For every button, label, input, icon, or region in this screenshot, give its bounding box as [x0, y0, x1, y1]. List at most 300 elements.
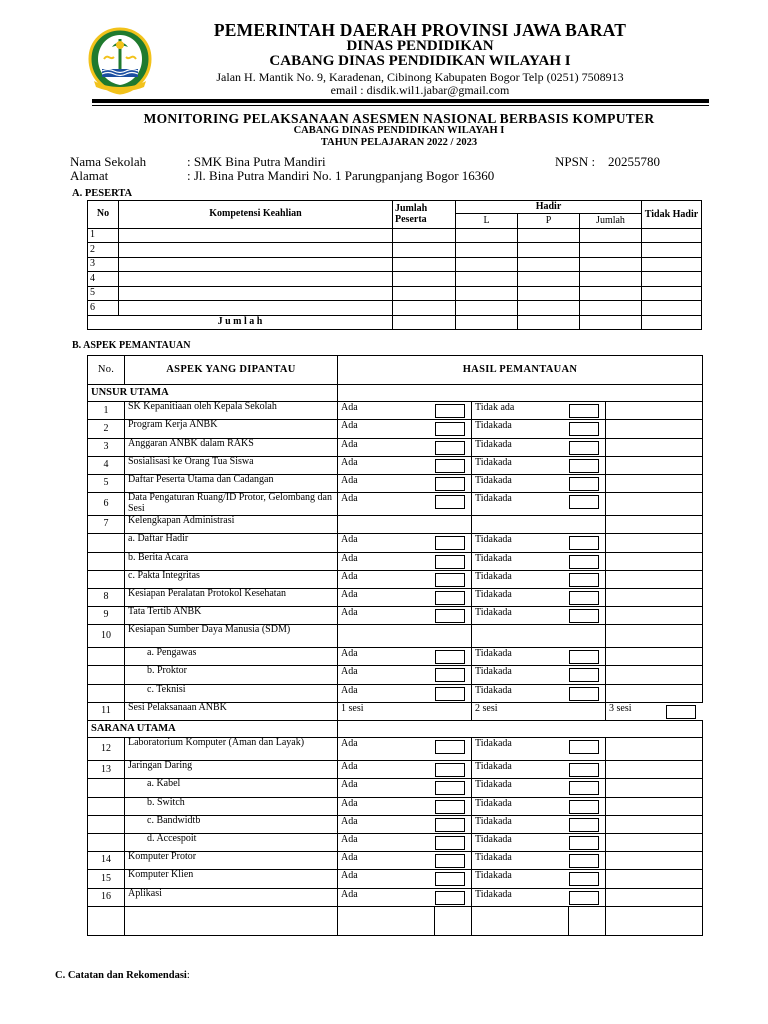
section-c-title [55, 970, 190, 981]
checkbox[interactable] [569, 836, 599, 850]
option-cell [569, 456, 606, 474]
checkbox[interactable] [569, 763, 599, 777]
input-cell[interactable] [642, 257, 702, 272]
empty-cell [606, 474, 703, 492]
peserta-row [88, 257, 702, 272]
sesi-row [88, 702, 703, 720]
empty-cell [606, 570, 703, 588]
empty-cell [606, 402, 703, 420]
checkbox[interactable] [569, 668, 599, 682]
option-label: Tidakada [472, 588, 569, 606]
checkbox[interactable] [569, 872, 599, 886]
col-p: P [518, 214, 580, 229]
option-label: Ada [338, 456, 435, 474]
option-cell [435, 833, 472, 851]
option-cell [569, 684, 606, 702]
option-cell [569, 761, 606, 779]
empty-cell [606, 420, 703, 438]
aspek-label: Sesi Pelaksanaan ANBK [125, 702, 338, 720]
option-cell [569, 666, 606, 684]
option-label: Tidakada [472, 797, 569, 815]
option-cell [569, 815, 606, 833]
aspek-row [88, 888, 703, 906]
checkbox[interactable] [435, 650, 465, 664]
blank-cell [88, 906, 125, 935]
input-cell[interactable] [119, 228, 393, 243]
address-value: : Jl. Bina Putra Mandiri No. 1 Parungpanjang Bogor 16360 [187, 168, 495, 183]
checkbox[interactable] [435, 891, 465, 905]
aspek-row [88, 648, 703, 666]
checkbox[interactable] [435, 441, 465, 455]
school-label: Nama Sekolah [70, 154, 147, 169]
header-email: email : disdik.wil1.jabar@gmail.com [330, 83, 510, 97]
option-cell [435, 516, 472, 534]
option-label: Ada [338, 797, 435, 815]
option-label: Ada [338, 552, 435, 570]
empty-cell [606, 833, 703, 851]
row-number: 1 [88, 228, 119, 243]
input-cell[interactable] [580, 301, 642, 316]
total-cell[interactable] [456, 315, 518, 330]
option-label: Ada [338, 607, 435, 625]
doc-year: TAHUN PELAJARAN 2022 / 2023 [320, 137, 478, 148]
option-label: Tidakada [472, 684, 569, 702]
header-line2: DINAS PENDIDIKAN [346, 38, 494, 54]
checkbox[interactable] [569, 536, 599, 550]
blank-cell [569, 906, 606, 935]
aspek-label: Kesiapan Sumber Daya Manusia (SDM) [125, 625, 338, 648]
option-label: Ada [338, 420, 435, 438]
input-cell[interactable] [393, 243, 456, 258]
option-cell [435, 552, 472, 570]
input-cell[interactable] [393, 257, 456, 272]
option-cell [569, 797, 606, 815]
peserta-row [88, 243, 702, 258]
option-cell [569, 516, 606, 534]
aspek-row [88, 588, 703, 606]
aspek-row [88, 607, 703, 625]
blank-cell [606, 906, 703, 935]
col-aspek: ASPEK YANG DIPANTAU [125, 356, 338, 385]
row-number: 5 [88, 474, 125, 492]
option-cell [569, 474, 606, 492]
input-cell[interactable] [642, 243, 702, 258]
group-spacer [338, 721, 703, 738]
peserta-row [88, 228, 702, 243]
option-cell [435, 815, 472, 833]
option-cell [569, 607, 606, 625]
option-label: Tidakada [472, 534, 569, 552]
option-label: Tidakada [472, 870, 569, 888]
input-cell[interactable] [393, 272, 456, 287]
option-cell [435, 702, 472, 720]
option-label: Ada [338, 474, 435, 492]
col-kompetensi: Kompetensi Keahlian [119, 201, 393, 229]
option-cell [569, 888, 606, 906]
option-cell [435, 420, 472, 438]
row-number [88, 779, 125, 797]
school-value: : SMK Bina Putra Mandiri [187, 154, 326, 169]
header-rule-thick [92, 99, 709, 103]
checkbox[interactable] [569, 422, 599, 436]
option-label: Ada [338, 833, 435, 851]
input-cell[interactable] [642, 301, 702, 316]
input-cell[interactable] [518, 243, 580, 258]
input-cell[interactable] [642, 272, 702, 287]
option-label: Tidakada [472, 738, 569, 761]
aspek-label: Komputer Klien [125, 870, 338, 888]
option-label: Tidakada [472, 456, 569, 474]
group-label: UNSUR UTAMA [88, 385, 338, 402]
option-label: 1 sesi [338, 702, 435, 720]
option-cell [435, 797, 472, 815]
aspek-row [88, 493, 703, 516]
aspek-label: Aplikasi [125, 888, 338, 906]
aspek-label: Data Pengaturan Ruang/ID Protor, Gelombang dan Sesi [125, 493, 338, 516]
row-number: 1 [88, 402, 125, 420]
option-label: Ada [338, 570, 435, 588]
option-label: Ada [338, 438, 435, 456]
aspek-label: Sosialisasi ke Orang Tua Siswa [125, 456, 338, 474]
aspek-label: c. Pakta Integritas [125, 570, 338, 588]
aspek-label: Daftar Peserta Utama dan Cadangan [125, 474, 338, 492]
header-line1: PEMERINTAH DAERAH PROVINSI JAWA BARAT [213, 20, 627, 40]
checkbox[interactable] [569, 573, 599, 587]
group-row [88, 385, 703, 402]
input-cell[interactable] [119, 272, 393, 287]
row-number: 13 [88, 761, 125, 779]
input-cell[interactable] [119, 301, 393, 316]
option-cell [435, 648, 472, 666]
aspek-label: Program Kerja ANBK [125, 420, 338, 438]
aspek-label: Kesiapan Peralatan Protokol Kesehatan [125, 588, 338, 606]
option-label: Ada [338, 870, 435, 888]
row-number: 15 [88, 870, 125, 888]
input-cell[interactable] [393, 286, 456, 301]
option-cell [569, 833, 606, 851]
checkbox[interactable] [435, 836, 465, 850]
empty-cell [606, 797, 703, 815]
empty-cell [606, 648, 703, 666]
empty-cell [606, 493, 703, 516]
col-no: No. [88, 356, 125, 385]
checkbox[interactable] [435, 818, 465, 832]
aspek-row [88, 534, 703, 552]
option-label: Ada [338, 779, 435, 797]
total-cell[interactable] [642, 315, 702, 330]
aspek-row [88, 625, 703, 648]
empty-cell [606, 516, 703, 534]
input-cell[interactable] [119, 286, 393, 301]
option-cell [435, 438, 472, 456]
row-number [88, 570, 125, 588]
row-number [88, 666, 125, 684]
option-cell [435, 588, 472, 606]
input-cell[interactable] [642, 286, 702, 301]
option-cell [569, 534, 606, 552]
option-label: Tidakada [472, 779, 569, 797]
option-cell [569, 552, 606, 570]
aspek-label: a. Pengawas [125, 648, 338, 666]
npsn-label: NPSN : [555, 154, 596, 169]
blank-cell [472, 906, 569, 935]
checkbox[interactable] [569, 650, 599, 664]
aspek-row [88, 666, 703, 684]
option-cell [435, 534, 472, 552]
option-label: Ada [338, 534, 435, 552]
option-label [472, 516, 569, 534]
row-number: 3 [88, 257, 119, 272]
option-cell [569, 779, 606, 797]
option-label: Tidakada [472, 420, 569, 438]
empty-cell [606, 684, 703, 702]
row-number [88, 552, 125, 570]
empty-cell [606, 666, 703, 684]
row-number: 9 [88, 607, 125, 625]
header-rule-thin [92, 105, 709, 106]
option-cell [569, 420, 606, 438]
empty-cell [606, 438, 703, 456]
option-cell [569, 402, 606, 420]
checkbox[interactable] [569, 740, 599, 754]
input-cell[interactable] [456, 257, 518, 272]
empty-cell [606, 456, 703, 474]
aspek-row [88, 516, 703, 534]
option-cell [569, 493, 606, 516]
input-cell[interactable] [518, 272, 580, 287]
aspek-row [88, 738, 703, 761]
row-number: 5 [88, 286, 119, 301]
input-cell[interactable] [518, 257, 580, 272]
checkbox[interactable] [666, 705, 696, 719]
row-number [88, 815, 125, 833]
option-cell [569, 588, 606, 606]
option-label: Tidakada [472, 833, 569, 851]
west-java-emblem-icon [84, 25, 156, 97]
row-number [88, 648, 125, 666]
checkbox[interactable] [435, 477, 465, 491]
col-tidak-hadir: Tidak Hadir [642, 201, 702, 229]
peserta-table [87, 200, 702, 330]
option-cell [569, 852, 606, 870]
checkbox[interactable] [435, 781, 465, 795]
checkbox[interactable] [435, 854, 465, 868]
option-label: 3 sesi [606, 702, 703, 720]
option-cell [569, 738, 606, 761]
empty-cell [606, 852, 703, 870]
input-cell[interactable] [456, 301, 518, 316]
checkbox[interactable] [569, 818, 599, 832]
input-cell[interactable] [393, 228, 456, 243]
option-label: Tidakada [472, 666, 569, 684]
option-label: Ada [338, 888, 435, 906]
input-cell[interactable] [456, 272, 518, 287]
aspek-row [88, 833, 703, 851]
input-cell[interactable] [518, 286, 580, 301]
input-cell[interactable] [518, 301, 580, 316]
total-cell[interactable] [518, 315, 580, 330]
checkbox[interactable] [435, 668, 465, 682]
checkbox[interactable] [569, 495, 599, 509]
checkbox[interactable] [435, 763, 465, 777]
row-number [88, 534, 125, 552]
option-label: Ada [338, 648, 435, 666]
blank-cell [435, 906, 472, 935]
aspek-label: b. Switch [125, 797, 338, 815]
col-jumlah: Jumlah [580, 214, 642, 229]
checkbox[interactable] [569, 891, 599, 905]
row-number: 8 [88, 588, 125, 606]
checkbox[interactable] [569, 555, 599, 569]
input-cell[interactable] [642, 228, 702, 243]
option-label [338, 516, 435, 534]
aspek-row [88, 420, 703, 438]
checkbox[interactable] [435, 459, 465, 473]
row-number: 3 [88, 438, 125, 456]
checkbox[interactable] [569, 800, 599, 814]
input-cell[interactable] [580, 257, 642, 272]
checkbox[interactable] [569, 441, 599, 455]
checkbox[interactable] [569, 781, 599, 795]
aspek-row [88, 552, 703, 570]
checkbox[interactable] [435, 495, 465, 509]
aspek-row [88, 797, 703, 815]
option-label: Tidakada [472, 761, 569, 779]
aspek-row [88, 815, 703, 833]
checkbox[interactable] [569, 609, 599, 623]
blank-cell [338, 906, 435, 935]
option-label [338, 625, 435, 648]
input-cell[interactable] [393, 301, 456, 316]
option-cell [435, 761, 472, 779]
input-cell[interactable] [518, 228, 580, 243]
aspek-label: Anggaran ANBK dalam RAKS [125, 438, 338, 456]
group-spacer [338, 385, 703, 402]
option-cell [569, 438, 606, 456]
input-cell[interactable] [456, 243, 518, 258]
aspek-label: b. Berita Acara [125, 552, 338, 570]
option-label: Tidakada [472, 607, 569, 625]
row-number: 2 [88, 420, 125, 438]
input-cell[interactable] [580, 286, 642, 301]
row-number [88, 797, 125, 815]
option-label: Ada [338, 738, 435, 761]
option-cell [435, 888, 472, 906]
option-label: Ada [338, 402, 435, 420]
option-label: Ada [338, 815, 435, 833]
checkbox[interactable] [569, 477, 599, 491]
input-cell[interactable] [119, 243, 393, 258]
empty-cell [606, 607, 703, 625]
row-number [88, 833, 125, 851]
aspek-label: SK Kepanitiaan oleh Kepala Sekolah [125, 402, 338, 420]
checkbox[interactable] [569, 591, 599, 605]
checkbox[interactable] [435, 800, 465, 814]
aspek-label: c. Teknisi [125, 684, 338, 702]
aspek-row [88, 761, 703, 779]
option-label [472, 625, 569, 648]
option-cell [435, 625, 472, 648]
total-label: J u m l a h [88, 315, 393, 330]
checkbox[interactable] [435, 555, 465, 569]
row-number: 7 [88, 516, 125, 534]
checkbox[interactable] [569, 854, 599, 868]
empty-cell [606, 870, 703, 888]
total-cell[interactable] [580, 315, 642, 330]
checkbox[interactable] [569, 404, 599, 418]
checkbox[interactable] [569, 687, 599, 701]
option-label: Ada [338, 588, 435, 606]
col-hasil: HASIL PEMANTAUAN [338, 356, 703, 385]
checkbox[interactable] [435, 404, 465, 418]
option-label: Tidakada [472, 493, 569, 516]
checkbox[interactable] [435, 591, 465, 605]
option-label: Tidak ada [472, 402, 569, 420]
checkbox[interactable] [435, 573, 465, 587]
aspek-row [88, 779, 703, 797]
empty-cell [606, 738, 703, 761]
aspek-row [88, 474, 703, 492]
npsn-value: 20255780 [608, 154, 660, 169]
aspek-row [88, 852, 703, 870]
aspek-label: Kelengkapan Administrasi [125, 516, 338, 534]
checkbox[interactable] [435, 687, 465, 701]
input-cell[interactable] [580, 243, 642, 258]
aspek-label: d. Accespoit [125, 833, 338, 851]
header-address: Jalan H. Mantik No. 9, Karadenan, Cibinong Kabupaten Bogor Telp (0251) 7508913 [216, 70, 624, 84]
aspek-row [88, 438, 703, 456]
row-number: 16 [88, 888, 125, 906]
input-cell[interactable] [580, 228, 642, 243]
option-label: Tidakada [472, 888, 569, 906]
peserta-row [88, 272, 702, 287]
option-label: Ada [338, 684, 435, 702]
total-row [88, 315, 702, 330]
empty-cell [606, 761, 703, 779]
input-cell[interactable] [456, 286, 518, 301]
total-cell[interactable] [393, 315, 456, 330]
option-label: Tidakada [472, 552, 569, 570]
input-cell[interactable] [580, 272, 642, 287]
option-cell [569, 625, 606, 648]
row-number: 6 [88, 493, 125, 516]
aspek-row [88, 456, 703, 474]
row-number: 6 [88, 301, 119, 316]
aspek-row [88, 870, 703, 888]
row-number: 10 [88, 625, 125, 648]
checkbox[interactable] [569, 459, 599, 473]
checkbox[interactable] [435, 609, 465, 623]
group-row [88, 721, 703, 738]
aspek-label: Laboratorium Komputer (Aman dan Layak) [125, 738, 338, 761]
option-label: Tidakada [472, 570, 569, 588]
checkbox[interactable] [435, 872, 465, 886]
option-label: 2 sesi [472, 702, 569, 720]
input-cell[interactable] [119, 257, 393, 272]
peserta-row [88, 301, 702, 316]
section-a-title: A. PESERTA [72, 188, 133, 199]
checkbox[interactable] [435, 536, 465, 550]
input-cell[interactable] [456, 228, 518, 243]
option-cell [435, 570, 472, 588]
empty-cell [606, 588, 703, 606]
checkbox[interactable] [435, 740, 465, 754]
option-cell [435, 456, 472, 474]
section-b-title: B. ASPEK PEMANTAUAN [72, 340, 191, 351]
checkbox[interactable] [435, 422, 465, 436]
aspek-label: b. Proktor [125, 666, 338, 684]
option-cell [435, 493, 472, 516]
